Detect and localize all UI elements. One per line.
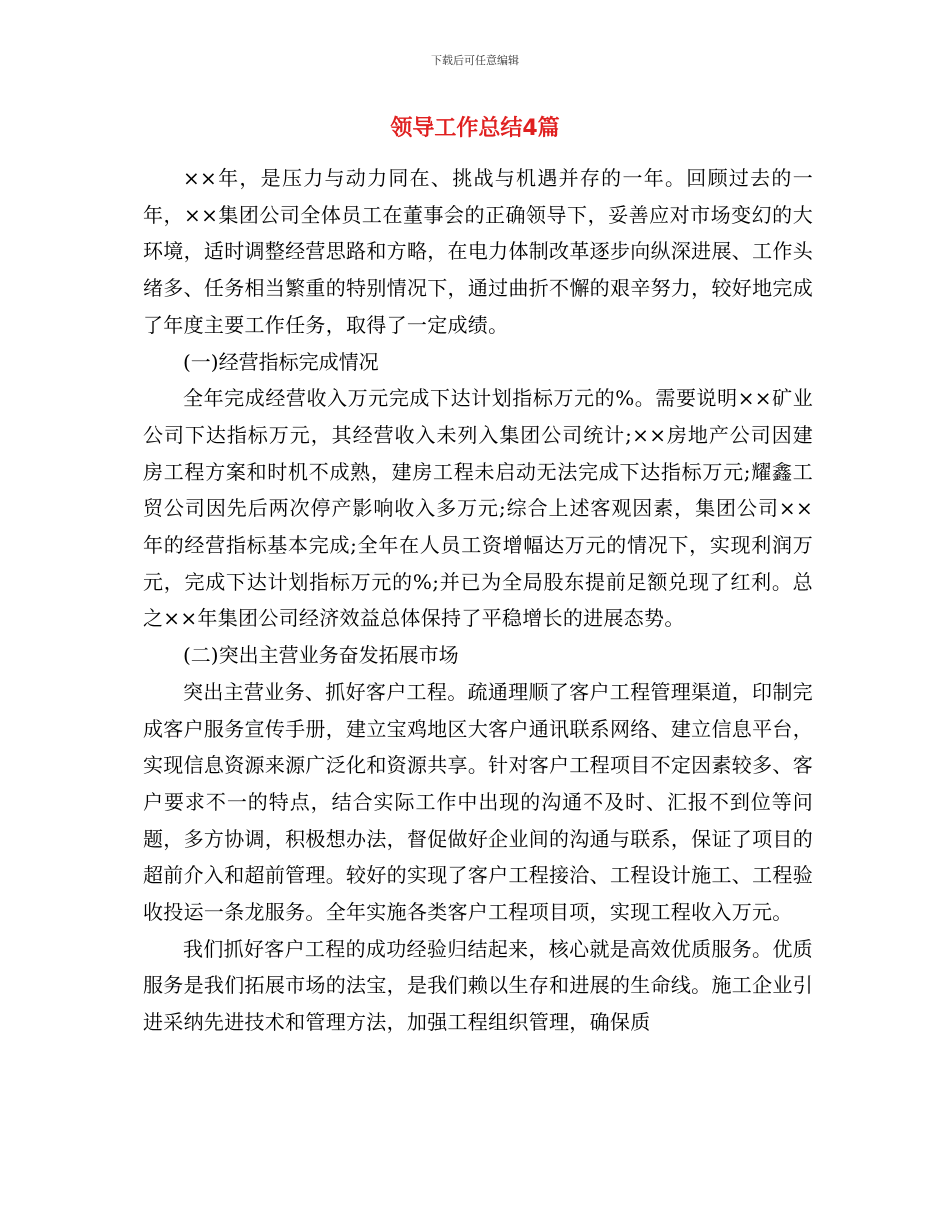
paragraph-customer-projects: 突出主营业务、抓好客户工程。疏通理顺了客户工程管理渠道，印制完成客户服务宣传手册，建立宝鸡地区大客户通讯联系网络、建立信息平台，实现信息资源来源广泛化和资源共享。针对客户工程项目不定因素较多、客户要求不一的特点，结合实际工作中出现的沟通不及时、汇报不到位等问题，多方协调，积极想办法，督促做好企业间的沟通与联系，保证了项目的超前介入和超前管理。较好的实现了客户工程接洽、工程设计施工、工程验收投运一条龙服务。全年实施各类客户工程项目项，实现工程收入万元。 (143, 679, 813, 925)
document-title: 领导工作总结4篇 (390, 116, 560, 141)
paragraph-business-indicators: 全年完成经营收入万元完成下达计划指标万元的%。需要说明××矿业公司下达指标万元，其经营收入未列入集团公司统计;××房地产公司因建房工程方案和时机不成熟，建房工程未启动无法完成下达指标万元;耀鑫工贸公司因先后两次停产影响收入多万元;综合上述客观因素，集团公司××年的经营指标基本完成;全年在人员工资增幅达万元的情况下，实现利润万元，完成下达计划指标万元的%;并已为全局股东提前足额兑现了红利。总之××年集团公司经济效益总体保持了平稳增长的进展态势。 (143, 386, 813, 631)
section-heading-2: (二)突出主营业务奋发拓展市场 (183, 643, 459, 668)
paragraph-intro: ××年，是压力与动力同在、挑战与机遇并存的一年。回顾过去的一年，××集团公司全体员工在董事会的正确领导下，妥善应对市场变幻的大环境，适时调整经营思路和方略，在电力体制改革逐步向纵深进展、工作头绪多、任务相当繁重的特别情况下，通过曲折不懈的艰辛努力，较好地完成了年度主要工作任务，取得了一定成绩。 (143, 166, 813, 337)
section-heading-1: (一)经营指标完成情况 (183, 349, 379, 374)
header-note: 下载后可任意编辑 (431, 54, 519, 67)
document-body (143, 160, 813, 1041)
paragraph-quality-service: 我们抓好客户工程的成功经验归结起来，核心就是高效优质服务。优质服务是我们拓展市场的法宝，是我们赖以生存和进展的生命线。施工企业引进采纳先进技术和管理方法，加强工程组织管理，确保质 (143, 936, 813, 1035)
